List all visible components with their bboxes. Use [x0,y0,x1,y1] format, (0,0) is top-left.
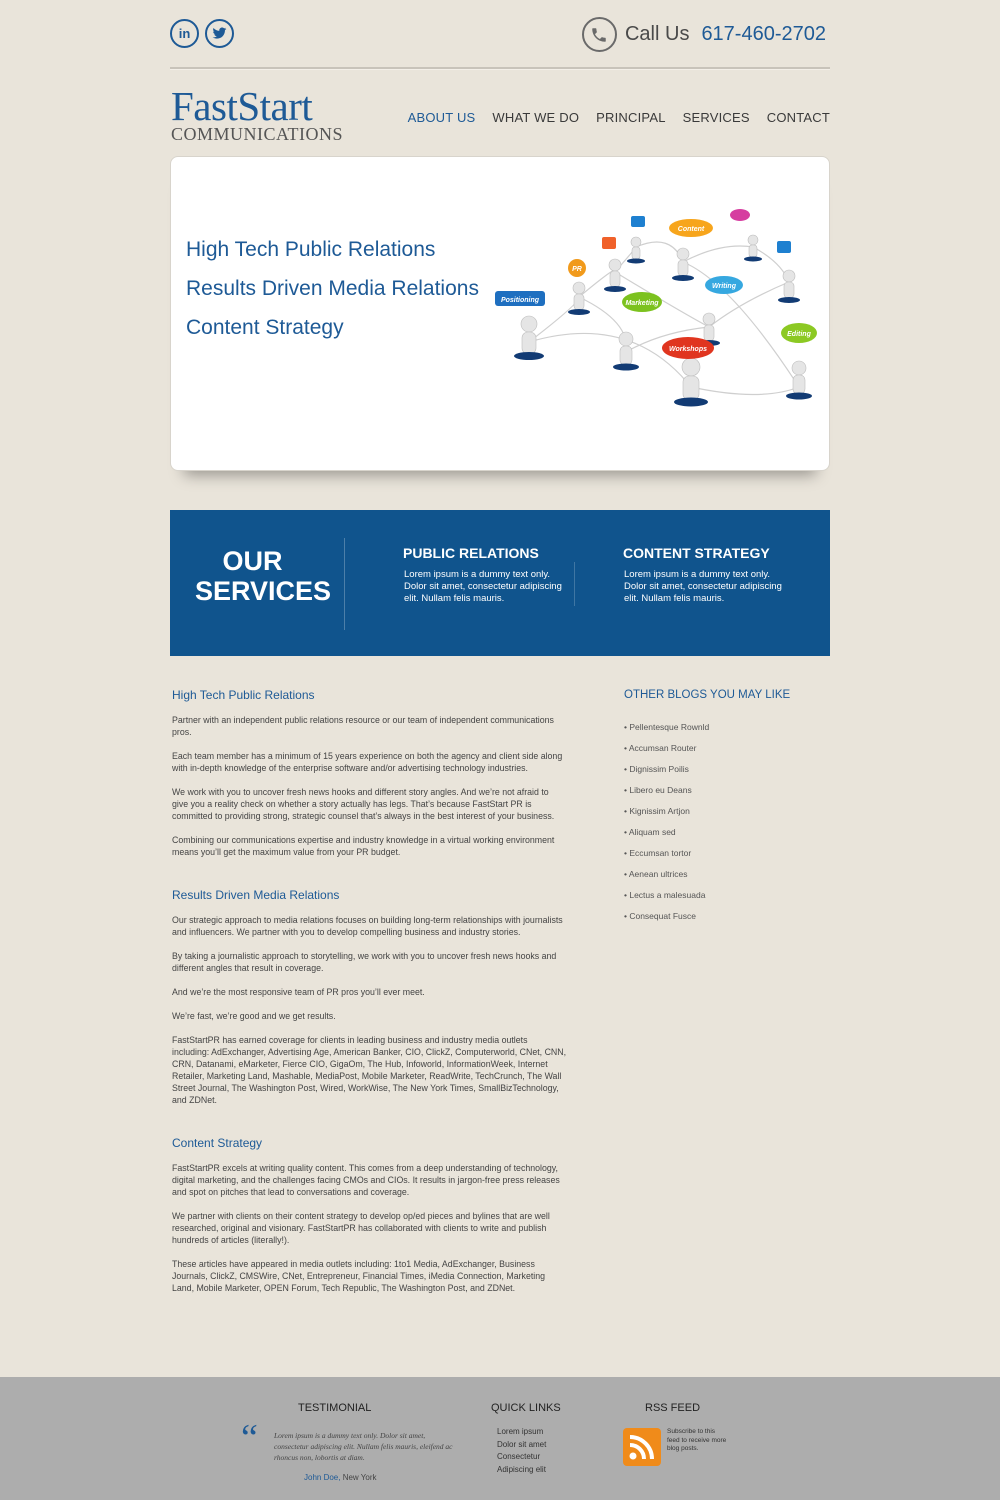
services-title-line-2: SERVICES [195,576,332,606]
paragraph: We partner with clients on their content strategy to develop op/ed pieces and bylines that are well researched, original and visionary. FastStartPR has collaborated with clients to write and publish hundreds of articles (literally!). [172,1211,550,1245]
blog-link[interactable]: • Aliquam sed [624,827,676,837]
quick-link[interactable]: Lorem ipsum [497,1427,544,1436]
footer [0,1377,1000,1500]
sidebar-blogs [624,688,824,927]
section-content-strategy [172,1136,567,1294]
nav-what-we-do[interactable]: WHAT WE DO [492,110,580,125]
paragraph: Combining our communications expertise and industry knowledge in a virtual working environment means you’ll get the maximum value from your PR budget. [172,835,555,857]
testimonial-title: TESTIMONIAL [298,1402,372,1414]
call-us-label: Call Us [624,23,690,45]
paragraph: Our strategic approach to media relations focuses on building long-term relationships with journalists and influencers. We partner with you to develop compelling business and industry stories. [172,915,563,937]
social-links [170,19,234,48]
author-name[interactable]: John Doe, [304,1473,341,1482]
service-text: Lorem ipsum is a dummy text only. Dolor sit amet, consectetur adipiscing elit. Nullam felis mauris. [404,569,562,604]
bubble-positioning: Positioning [500,297,540,304]
service-title: CONTENT STRATEGY [623,545,770,561]
main-content [172,688,567,1324]
rss-text: Subscribe to this feed to receive more blog posts. [667,1428,727,1452]
quick-link[interactable]: Consectetur [497,1452,541,1461]
hero-line-3: Content Strategy [186,316,344,339]
service-public-relations[interactable] [403,545,573,605]
hero-line-1: High Tech Public Relations [186,238,436,261]
blog-link[interactable]: • Pellentesque Rownld [624,722,710,732]
paragraph: By taking a journalistic approach to storytelling, we work with you to uncover fresh news hooks and different angles that result in coverage. [172,951,557,973]
section-media-relations [172,888,567,1106]
phone-block [582,17,826,52]
service-text: Lorem ipsum is a dummy text only. Dolor sit amet, consectetur adipiscing elit. Nullam felis mauris. [624,569,782,604]
phone-icon [582,17,617,52]
header-divider [170,67,830,69]
twitter-icon[interactable] [205,19,234,48]
main-nav [408,110,830,125]
blog-link[interactable]: • Lectus a malesuada [624,890,706,900]
phone-number[interactable]: 617-460-2702 [701,23,826,45]
rss-icon[interactable] [623,1428,661,1466]
author-location: New York [342,1473,377,1482]
blog-link[interactable]: • Eccumsan tortor [624,848,692,858]
testimonial-author [304,1473,377,1482]
section-high-tech-pr [172,688,567,858]
services-divider [574,562,575,606]
bubble-writing: Writing [712,283,736,290]
paragraph: Partner with an independent public relations resource or our team of independent communications pros. [172,715,554,737]
services-band [170,510,830,656]
services-divider [344,538,345,630]
quote-icon: “ [241,1417,258,1459]
hero-headlines [186,237,479,354]
service-title: PUBLIC RELATIONS [403,545,539,561]
nav-contact[interactable]: CONTACT [766,110,830,125]
sidebar-title: OTHER BLOGS YOU MAY LIKE [624,689,791,701]
blog-link[interactable]: • Accumsan Router [624,743,697,753]
quick-link[interactable]: Adipiscing elit [497,1464,546,1474]
network-illustration [481,202,821,422]
section-title: High Tech Public Relations [172,688,315,702]
paragraph: These articles have appeared in media outlets including: 1to1 Media, AdExchanger, Business Journals, ClickZ, CMSWire, CNet, Entrepreneur, Financial Times, iMedia Connection, Marketing Land, Mobile Marketer, OPEN Forum, Tech Republic, The Washington Post, and ZDNet. [172,1259,546,1293]
rss-title: RSS FEED [645,1402,701,1414]
bubble-marketing: Marketing [625,300,659,307]
bubble-content: Content [677,226,705,233]
bubble-pr: PR [572,266,582,273]
quick-link[interactable]: Dolor sit amet [497,1439,547,1449]
paragraph: We’re fast, we’re good and we get results. [172,1011,336,1021]
service-content-strategy[interactable] [623,545,793,605]
nav-services[interactable]: SERVICES [682,110,750,125]
linkedin-icon[interactable]: in [170,19,199,48]
blog-list [624,717,824,927]
logo-wordmark: FastStart [171,83,313,129]
blog-link[interactable]: • Consequat Fusce [624,911,696,921]
blog-link[interactable]: • Kignissim Artjon [624,806,690,816]
nav-about-us[interactable]: ABOUT US [407,110,476,125]
paragraph: FastStartPR excels at writing quality content. This comes from a deep understanding of technology, digital marketing, and the challenges facing CMOs and CIOs. It results in jargon-free press releases and spot on pitches that lead to conversations and coverage. [172,1163,560,1197]
hero-banner [170,156,830,471]
services-title-line-1: OUR [222,546,283,576]
blog-link[interactable]: • Aenean ultrices [624,869,688,879]
quick-links-list [497,1426,546,1476]
paragraph: Each team member has a minimum of 15 years experience on both the agency and client side along with in-depth knowledge of the enterprise software and/or advertising technology industries. [172,751,563,773]
bubble-workshops: Workshops [669,346,707,353]
quick-links-title: QUICK LINKS [491,1402,561,1414]
paragraph: And we’re the most responsive team of PR pros you’ll ever meet. [172,987,425,997]
logo[interactable] [171,83,344,144]
services-title [195,546,332,606]
testimonial-text: Lorem ipsum is a dummy text only. Dolor sit amet, consectetur adipiscing elit. Nullam felis mauris, eleifend ac rhoncus non, lobortis at diam. [274,1431,453,1462]
blog-link[interactable]: • Libero eu Deans [624,785,692,795]
hero-line-2: Results Driven Media Relations [186,277,479,300]
section-title: Results Driven Media Relations [172,888,340,902]
bubble-editing: Editing [787,331,811,338]
blog-link[interactable]: • Dignissim Poilis [624,764,689,774]
nav-principal[interactable]: PRINCIPAL [596,110,666,125]
logo-subtitle: COMMUNICATIONS [171,124,344,144]
paragraph: We work with you to uncover fresh news hooks and different story angles. And we’re not afraid to give you a reality check on whether a story actually has legs. That’s because FastStart PR is committed to providing strong, strategic counsel that’s always in the best interest of your business. [172,787,555,821]
section-title: Content Strategy [172,1136,263,1150]
paragraph: FastStartPR has earned coverage for clients in leading business and industry media outlets including: AdExchanger, Advertising Age, American Banker, CIO, ClickZ, Computerworld, CNet, CNN, CRN, Datanami, eMarketer, Fierce CIO, GigaOm, The Hub, Infoworld, InformationWeek, Internet Retailer, Marketing Land, Mashable, MediaPost, Mobile Marketer, ReadWrite, TechCrunch, The Wall Street Journal, The Washington Post, Wired, WorkWise, The New York Times, SmallBizTechnology, and ZDNet. [172,1035,567,1105]
